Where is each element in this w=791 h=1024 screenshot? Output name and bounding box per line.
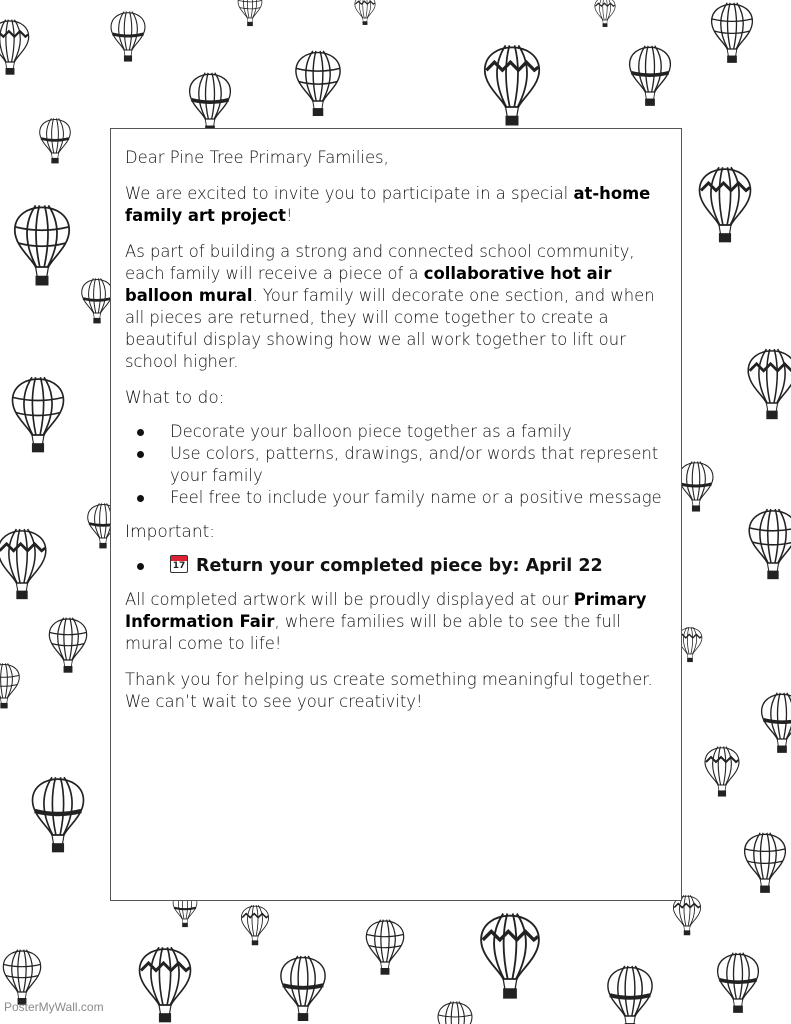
list-item (125, 443, 667, 487)
fair-text-start: All completed artwork will be proudly displayed at our (125, 590, 569, 609)
balloon-icon (0, 663, 19, 708)
balloon-icon (15, 205, 69, 284)
balloon-icon (13, 377, 64, 451)
mural-text-end: . Your family will decorate one section, and when all pieces are returned, they will come together to create a beautiful display showing how we all work together to lift our school higher. (125, 286, 655, 371)
list-item-text: Feel free to include your family name or a positive message (170, 488, 662, 507)
balloon-icon (49, 618, 86, 672)
list-item-text: Decorate your balloon piece together as a family (170, 422, 572, 441)
mural-paragraph (125, 241, 667, 373)
balloon-icon (705, 747, 739, 797)
balloon-icon (238, 0, 262, 26)
balloon-icon (82, 278, 113, 323)
what-to-do-list (125, 421, 667, 509)
fair-text-end: , where families will be able to see the full mural come to life! (125, 612, 621, 653)
list-item (125, 487, 667, 509)
calendar-day: 17 (172, 561, 186, 571)
intro-end: ! (285, 206, 293, 225)
invitation-letter (110, 128, 682, 901)
balloon-icon (595, 0, 615, 27)
intro-paragraph (125, 183, 667, 227)
balloon-icon (438, 1002, 472, 1024)
balloon-icon (481, 914, 539, 998)
list-item-text: Use colors, patterns, drawings, and/or words that represent your family (170, 444, 659, 485)
balloon-icon (673, 895, 700, 935)
balloon-icon (281, 956, 325, 1020)
mural-text-start: As part of building a strong and connected school community, each family will receive a piece of a (125, 242, 635, 283)
balloon-icon (140, 947, 191, 1021)
balloon-icon (485, 45, 539, 124)
return-deadline: Return your completed piece by: April 22 (196, 556, 603, 576)
bullet-icon (137, 563, 144, 570)
calendar-icon (170, 555, 188, 573)
bullet-icon (137, 495, 144, 502)
watermark: PosterMyWall.com (4, 1000, 104, 1014)
important-list (125, 555, 667, 577)
fair-paragraph (125, 589, 667, 655)
bullet-icon (137, 451, 144, 458)
bullet-icon (137, 429, 144, 436)
closing-paragraph: Thank you for helping us create something meaningful together. We can’t wait to see your creativity! (125, 670, 653, 711)
list-item (125, 421, 667, 443)
letter-greeting: Dear Pine Tree Primary Families, (125, 148, 389, 167)
fair-highlight: Primary Information Fair (125, 590, 647, 631)
balloon-icon (33, 777, 84, 851)
balloon-icon (111, 12, 145, 62)
balloon-icon (630, 46, 671, 105)
intro-text: We are excited to invite you to participate in a special (125, 184, 569, 203)
balloon-icon (3, 950, 40, 1004)
balloon-icon (745, 833, 786, 892)
balloon-icon (718, 953, 759, 1012)
balloon-icon (700, 167, 751, 241)
balloon-icon (296, 51, 340, 115)
what-to-do-heading: What to do: (125, 388, 225, 408)
important-heading: Important: (125, 522, 216, 542)
balloon-icon (40, 118, 71, 163)
balloon-icon (355, 0, 375, 25)
balloon-icon (762, 693, 791, 752)
balloon-icon (712, 3, 753, 62)
balloon-icon (679, 462, 713, 512)
balloon-icon (608, 966, 652, 1024)
balloon-icon (190, 73, 231, 132)
balloon-icon (748, 349, 791, 418)
balloon-icon (241, 905, 268, 945)
list-item (125, 555, 667, 577)
mural-highlight: collaborative hot air balloon mural (125, 264, 612, 305)
balloon-icon (0, 529, 46, 598)
balloon-icon (749, 509, 791, 578)
intro-highlight: at-home family art project (125, 184, 651, 225)
balloon-icon (0, 20, 29, 74)
balloon-icon (366, 920, 403, 974)
